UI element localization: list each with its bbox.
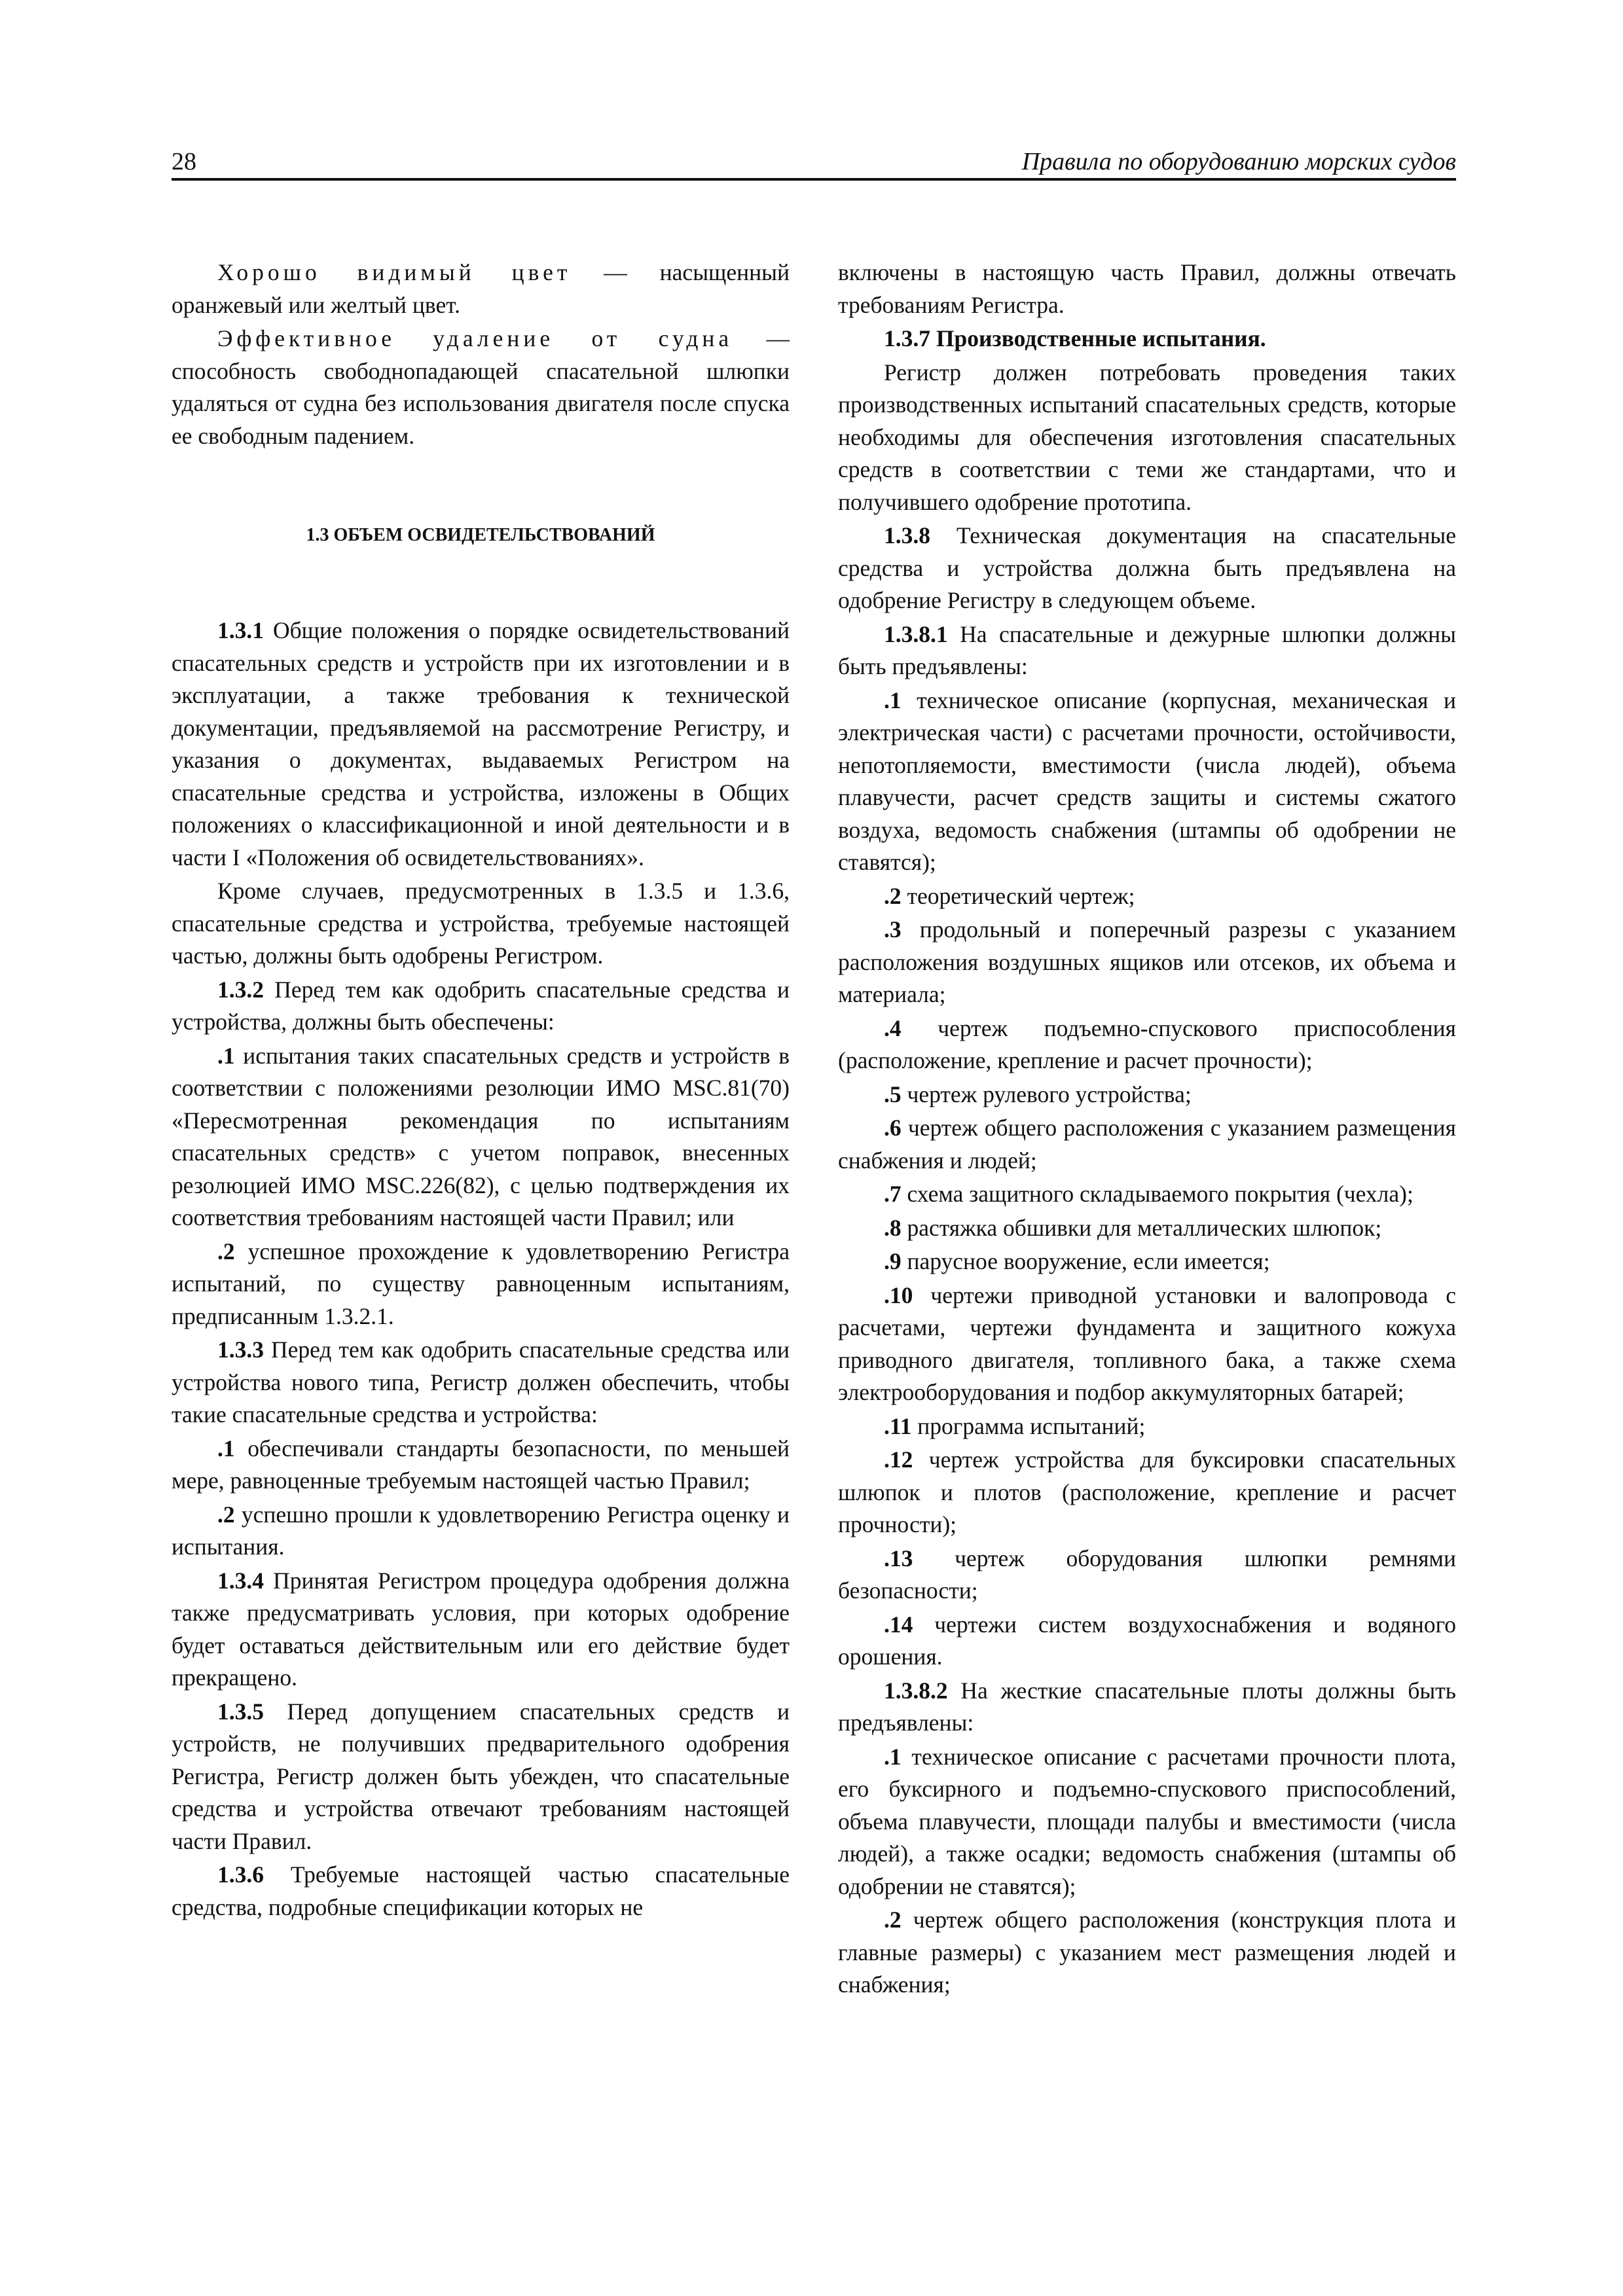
list-item: .11 программа испытаний; xyxy=(884,1412,1146,1439)
item-number: .2 xyxy=(884,882,902,909)
list-item: .13 чертеж оборудования шлюпки ремнями безопасности; xyxy=(838,1545,1456,1604)
list-item: .4 чертеж подъемно-спускового приспособления (расположение, крепление и расчет прочности); xyxy=(838,1014,1456,1073)
paragraph-1-3-8-1: 1.3.8.1 На спасательные и дежурные шлюпки должны быть предъявлены: xyxy=(838,620,1456,679)
page-number: 28 xyxy=(172,148,196,175)
term: Хорошо видимый цвет xyxy=(217,259,572,285)
definition-visible-color: Хорошо видимый цвет — насыщенный оранжевый или желтый цвет. xyxy=(172,259,790,318)
paragraph-1-3-7-heading xyxy=(838,323,1456,355)
item-number: .10 xyxy=(884,1282,913,1308)
clause-number: 1.3.8.1 xyxy=(884,620,948,647)
item-number: .1 xyxy=(884,1743,902,1770)
paragraph-1-3-1: 1.3.1 Общие положения о порядке освидетельствований спасательных средств и устройств при их изготовлении и в эксплуатации, а также требования к технической документации, предъявляемой на рассмотрение Регистру, и указания о документах, выдаваемых Регистром на спасательные средства и устройства, изложены в Общих положениях о классификационной и иной деятельности и в части I «Положения об освидетельствованиях». xyxy=(172,617,790,870)
item-number: .8 xyxy=(884,1214,902,1241)
clause-number: 1.3.4 xyxy=(217,1567,264,1594)
clause-number: 1.3.6 xyxy=(217,1861,264,1888)
list-item: .9 парусное вооружение, если имеется; xyxy=(884,1248,1270,1274)
clause-number: 1.3.8.2 xyxy=(884,1677,948,1704)
paragraph-1-3-2: 1.3.2 Перед тем как одобрить спасательные средства и устройства, должны быть обеспечены: xyxy=(172,976,790,1035)
definition-effective-distance: Эффективное удаление от судна — способность свободнопадающей спасательной шлюпки удаляться от судна без использования двигателя после спуска ее свободным падением. xyxy=(172,325,790,449)
list-item: .1 испытания таких спасательных средств и устройств в соответствии с положениями резолюции ИМО MSC.81(70) «Пересмотренная рекомендация по испытаниям спасательных средств» с учетом поправок, внесенных резолюцией ИМО MSC.226(82), с целью подтверждения их соответствия требованиям настоящей части Правил; или xyxy=(172,1042,790,1230)
item-number: .2 xyxy=(884,1907,902,1933)
item-number: .3 xyxy=(884,916,902,942)
paragraph-1-3-4: 1.3.4 Принятая Регистром процедура одобрения должна также предусматривать условия, при которых одобрение будет оставаться действительным или его действие будет прекращено. xyxy=(172,1567,790,1691)
section-heading: 1.3 ОБЪЕМ ОСВИДЕТЕЛЬСТВОВАНИЙ xyxy=(306,525,655,545)
header-divider xyxy=(172,178,1456,181)
item-number: .6 xyxy=(884,1115,902,1141)
clause-number: 1.3.5 xyxy=(217,1698,264,1725)
list-item: .1 техническое описание с расчетами прочности плота, его буксирного и подъемно-спускового приспособлений, объема плавучести, площади палубы и вместимости (числа людей), а также осадки; ведомость снабжения (штампы об одобрении не ставятся); xyxy=(838,1743,1456,1899)
page-header xyxy=(172,145,1456,182)
paragraph-1-3-5: 1.3.5 Перед допущением спасательных средств и устройств, не получивших предварительного одобрения Регистра, Регистр должен быть убежден, что спасательные средства и устройства отвечают требованиям настоящей части Правил. xyxy=(172,1698,790,1854)
item-number: .1 xyxy=(217,1435,235,1462)
paragraph-1-3-8-2: 1.3.8.2 На жесткие спасательные плоты должны быть предъявлены: xyxy=(838,1677,1456,1736)
item-number: .4 xyxy=(884,1014,902,1041)
list-item: .10 чертежи приводной установки и валопровода с расчетами, чертежи фундамента и защитного кожуха приводного двигателя, топливного бака, а также схема электрооборудования и подбор аккумуляторных батарей; xyxy=(838,1282,1456,1405)
list-item: .12 чертеж устройства для буксировки спасательных шлюпок и плотов (расположение, крепление и расчет прочности); xyxy=(838,1446,1456,1537)
list-item: .2 успешное прохождение к удовлетворению Регистра испытаний, по существу равноценным испытаниям, предписанным 1.3.2.1. xyxy=(172,1238,790,1329)
list-item: .1 техническое описание (корпусная, механическая и электрическая части) с расчетами прочности, остойчивости, непотопляемости, вместимости (числа людей), объема плавучести, расчет средств защиты и системы сжатого воздуха, ведомость снабжения (штампы об одобрении не ставятся); xyxy=(838,687,1456,875)
term: Эффективное удаление от судна xyxy=(217,325,733,351)
left-column xyxy=(172,257,790,1925)
paragraph-1-3-1-extra: Кроме случаев, предусмотренных в 1.3.5 и 1.3.6, спасательные средства и устройства, требуемые настоящей частью, должны быть одобрены Регистром. xyxy=(172,878,790,969)
list-item: .1 обеспечивали стандарты безопасности, по меньшей мере, равноценные требуемым настоящей частью Правил; xyxy=(172,1435,790,1494)
list-item: .5 чертеж рулевого устройства; xyxy=(884,1081,1192,1107)
item-number: .1 xyxy=(217,1042,235,1069)
clause-number: 1.3.8 xyxy=(884,522,930,548)
paragraph-1-3-6: 1.3.6 Требуемые настоящей частью спасательные средства, подробные спецификации которых не xyxy=(172,1861,790,1920)
clause-number: 1.3.3 xyxy=(217,1336,264,1363)
item-number: .2 xyxy=(217,1238,235,1265)
item-number: .13 xyxy=(884,1545,913,1571)
running-title: Правила по оборудованию морских судов xyxy=(1021,148,1456,175)
clause-number: 1.3.2 xyxy=(217,976,264,1003)
paragraph-1-3-3: 1.3.3 Перед тем как одобрить спасательные средства или устройства нового типа, Регистр должен обеспечить, чтобы такие спасательные средства и устройства: xyxy=(172,1336,790,1427)
paragraph-1-3-6-continued: включены в настоящую часть Правил, должны отвечать требованиям Регистра. xyxy=(838,259,1456,318)
paragraph-1-3-8: 1.3.8 Техническая документация на спасательные средства и устройства должна быть предъявлена на одобрение Регистру в следующем объеме. xyxy=(838,522,1456,613)
list-item: .2 чертеж общего расположения (конструкция плота и главные размеры) с указанием мест размещения людей и снабжения; xyxy=(838,1907,1456,1998)
list-item: .3 продольный и поперечный разрезы с указанием расположения воздушных ящиков или отсеков, их объема и материала; xyxy=(838,916,1456,1007)
item-number: .9 xyxy=(884,1248,902,1274)
list-item: .2 теоретический чертеж; xyxy=(884,882,1135,909)
item-number: .5 xyxy=(884,1081,902,1107)
item-number: .11 xyxy=(884,1412,912,1439)
item-number: .1 xyxy=(884,687,902,713)
list-item: .7 схема защитного складываемого покрытия (чехла); xyxy=(884,1181,1413,1207)
item-number: .12 xyxy=(884,1446,913,1473)
clause-heading: 1.3.7 Производственные испытания. xyxy=(884,325,1266,351)
list-item: .6 чертеж общего расположения с указанием размещения снабжения и людей; xyxy=(838,1115,1456,1174)
right-column xyxy=(838,257,1456,2003)
list-item: .8 растяжка обшивки для металлических шлюпок; xyxy=(884,1214,1382,1241)
clause-number: 1.3.1 xyxy=(217,617,264,643)
list-item: .2 успешно прошли к удовлетворению Регистра оценку и испытания. xyxy=(172,1501,790,1560)
item-number: .2 xyxy=(217,1501,235,1528)
item-number: .7 xyxy=(884,1181,902,1207)
paragraph-1-3-7: Регистр должен потребовать проведения таких производственных испытаний спасательных средств, которые необходимы для обеспечения изготовления спасательных средств в соответствии с теми же стандартами, что и получившего одобрение прототипа. xyxy=(838,359,1456,515)
list-item: .14 чертежи систем воздухоснабжения и водяного орошения. xyxy=(838,1611,1456,1670)
item-number: .14 xyxy=(884,1611,913,1638)
